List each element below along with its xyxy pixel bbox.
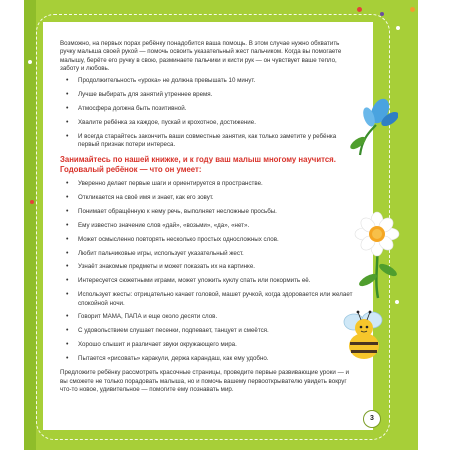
outro-paragraph: Предложите ребёнку рассмотреть красочные страницы, проведите первые развивающие уроки — и вы сможете не только порадовать малыша, но и помочь вашему первооткрывателю увидеть вокруг что-то новое, удивительное — помогите ему познавать мир.: [60, 369, 349, 393]
intro-paragraph: Возможно, на первых порах ребёнку понадобится ваша помощь. В этом случае нужно обхватить ручку малыша своей рукой — помочь освоить указательный жест пальчиком. Когда вы помогаете малышу, берёте его ручку в свою, разминаете пальчики и кисти рук — он чувствует ваше тепло, заботу и любовь.: [60, 40, 342, 72]
list-item: • Лучше выбирать для занятий утреннее время.: [60, 91, 356, 99]
list-item: • Интересуется сюжетными играми, может уложить куклу спать или покормить её.: [60, 277, 356, 285]
tips-list: [60, 77, 356, 149]
decor-dot: [395, 300, 399, 304]
list-item: • Уверенно делает первые шаги и ориентируется в пространстве.: [60, 180, 356, 188]
page-text: [60, 40, 356, 398]
binding-strip: [24, 0, 36, 450]
list-item: • Пытается «рисовать» каракули, держа карандаш, как ему удобно.: [60, 355, 356, 363]
list-item: • Любит пальчиковые игры, использует указательный жест.: [60, 250, 356, 258]
decor-dot: [396, 26, 400, 30]
list-item: • С удовольствием слушает песенки, подпевает, танцует и смеётся.: [60, 327, 356, 335]
list-item: • Может осмысленно повторять несколько простых односложных слов.: [60, 236, 356, 244]
list-item: • Узнаёт знакомые предметы и может показать их на картинке.: [60, 263, 356, 271]
page-number: 3: [363, 410, 381, 428]
section-heading: Занимайтесь по нашей книжке, и к году ваш малыш многому научится. Годовалый ребёнок — что он умеет:: [60, 154, 336, 174]
list-item: • Ему известно значение слов «дай», «возьми», «да», «нет».: [60, 222, 356, 230]
decor-dot: [28, 60, 32, 64]
list-item: • Понимает обращённую к нему речь, выполняет несложные просьбы.: [60, 208, 356, 216]
list-item: • И всегда старайтесь закончить ваши совместные занятия, как только заметите у ребёнка первый признак потери интереса.: [60, 133, 356, 150]
decor-dot: [410, 7, 415, 12]
list-item: • Говорит МАМА, ПАПА и еще около десяти слов.: [60, 313, 356, 321]
decor-dot: [30, 200, 34, 204]
list-item: • Продолжительность «урока» не должна превышать 10 минут.: [60, 77, 356, 85]
list-item: • Хорошо слышит и различает звуки окружающего мира.: [60, 341, 356, 349]
list-item: • Хвалите ребёнка за каждое, пускай и крохотное, достижение.: [60, 119, 356, 127]
decor-dot: [380, 12, 384, 16]
skills-list: [60, 180, 356, 363]
list-item: • Использует жесты: отрицательно качает головой, машет ручкой, когда здоровается или желает спокойной ночи.: [60, 291, 356, 308]
decor-dot: [357, 7, 362, 12]
list-item: • Откликается на своё имя и знает, как его зовут.: [60, 194, 356, 202]
list-item: • Атмосфера должна быть позитивной.: [60, 105, 356, 113]
daisy-flower-illustration: [350, 210, 408, 300]
